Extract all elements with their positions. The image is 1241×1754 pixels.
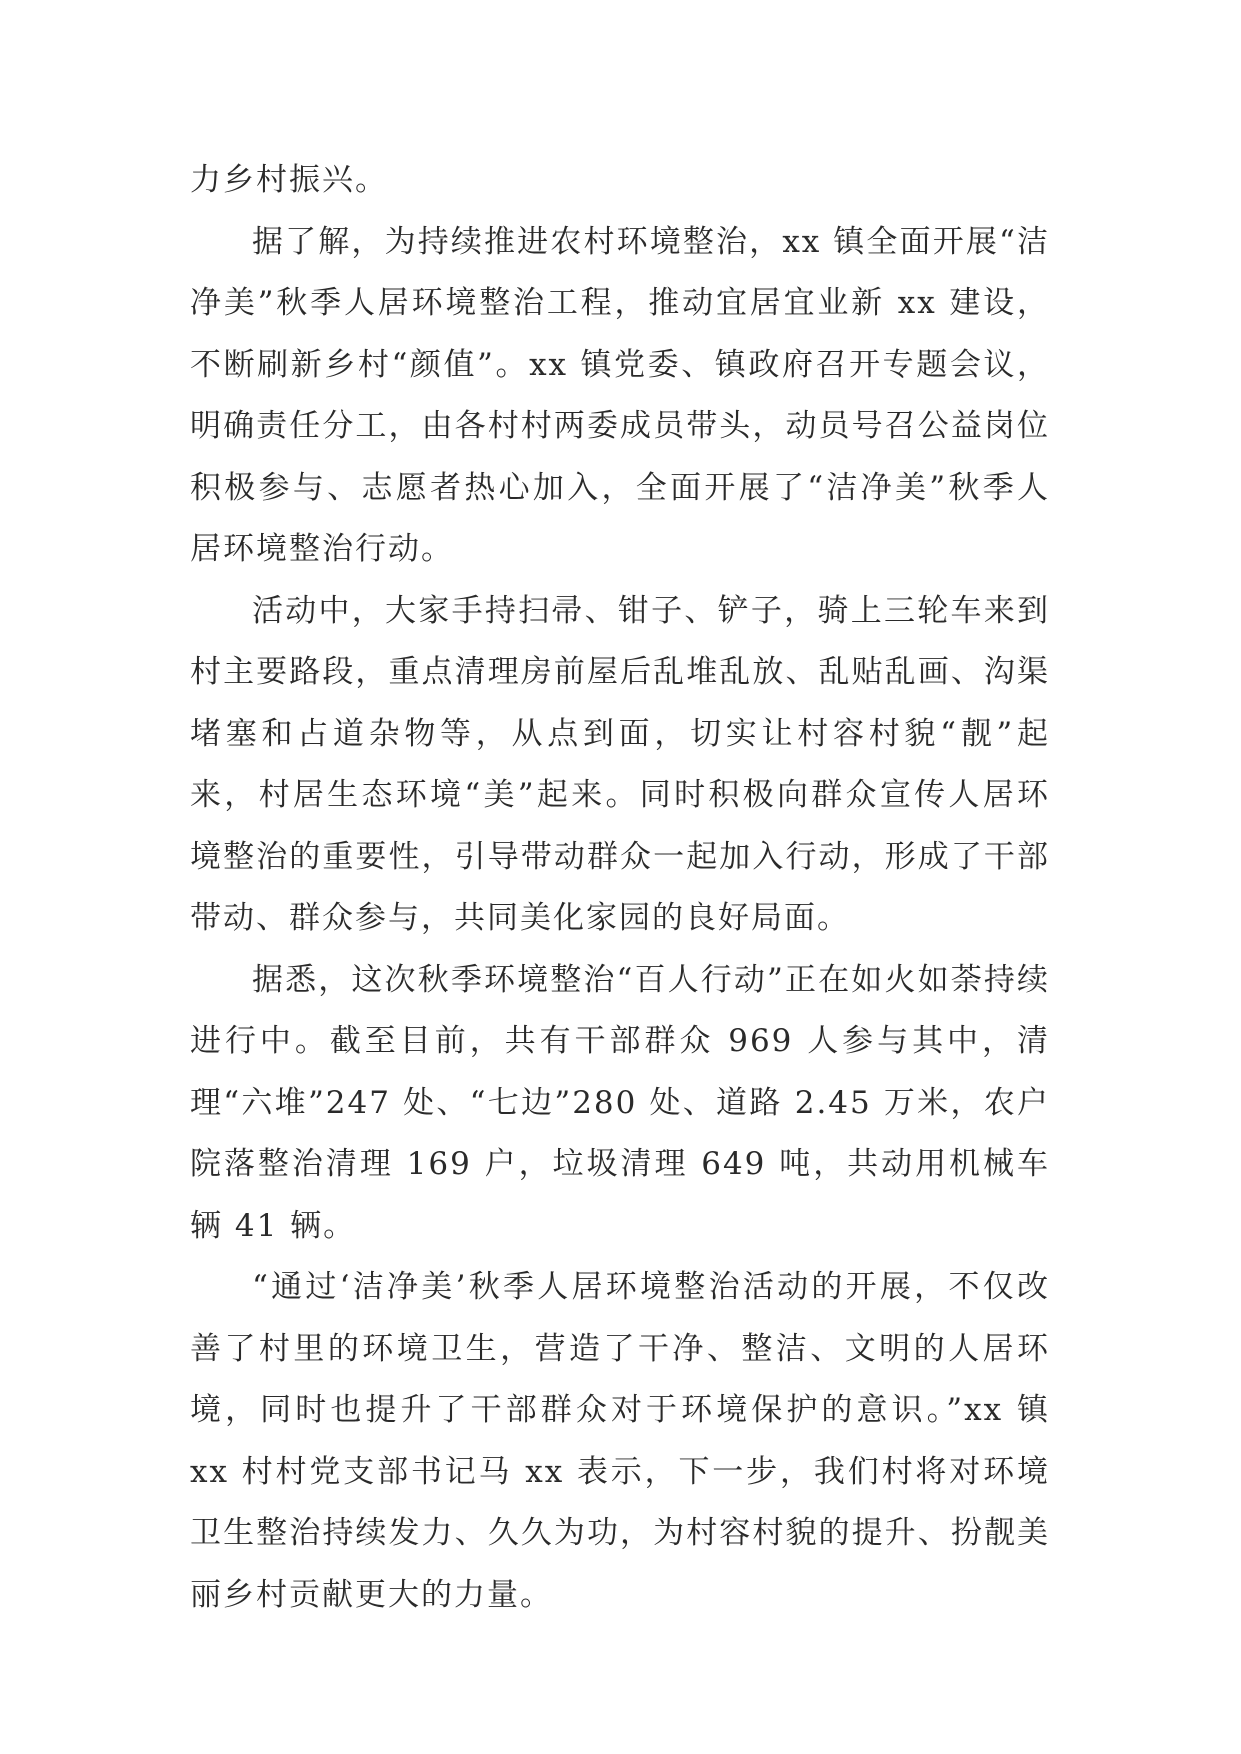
paragraph-statistics: 据悉，这次秋季环境整治“百人行动”正在如火如荼持续进行中。截至目前，共有干部群众 969 人参与其中，清理“六堆”247 处、“七边”280 处、道路 2.45 万米，农户院落整治清理 169 户，垃圾清理 649 吨，共动用机械车辆 41 辆。 <box>190 961 1050 1244</box>
paragraph-continuation: 力乡村振兴。 <box>190 162 388 198</box>
paragraph-activities: 活动中，大家手持扫帚、钳子、铲子，骑上三轮车来到村主要路段，重点清理房前屋后乱堆乱放、乱贴乱画、沟渠堵塞和占道杂物等，从点到面，切实让村容村貌“靓”起来，村居生态环境“美”起来。同时积极向群众宣传人居环境整治的重要性，引导带动群众一起加入行动，形成了干部带动、群众参与，共同美化家园的良好局面。 <box>190 592 1050 936</box>
document-body <box>190 150 1050 1626</box>
paragraph-quote: “通过‘洁净美’秋季人居环境整治活动的开展，不仅改善了村里的环境卫生，营造了干净、整洁、文明的人居环境，同时也提升了干部群众对于环境保护的意识。”xx 镇 xx 村村党支部书记马 xx 表示，下一步，我们村将对环境卫生整治持续发力、久久为功，为村容村貌的提升、扮靓美丽乡村贡献更大的力量。 <box>190 1269 1050 1613</box>
paragraph-background: 据了解，为持续推进农村环境整治，xx 镇全面开展“洁净美”秋季人居环境整治工程，推动宜居宜业新 xx 建设，不断刷新乡村“颜值”。xx 镇党委、镇政府召开专题会议，明确责任分工，由各村村两委成员带头，动员号召公益岗位积极参与、志愿者热心加入，全面开展了“洁净美”秋季人居环境整治行动。 <box>190 223 1050 567</box>
